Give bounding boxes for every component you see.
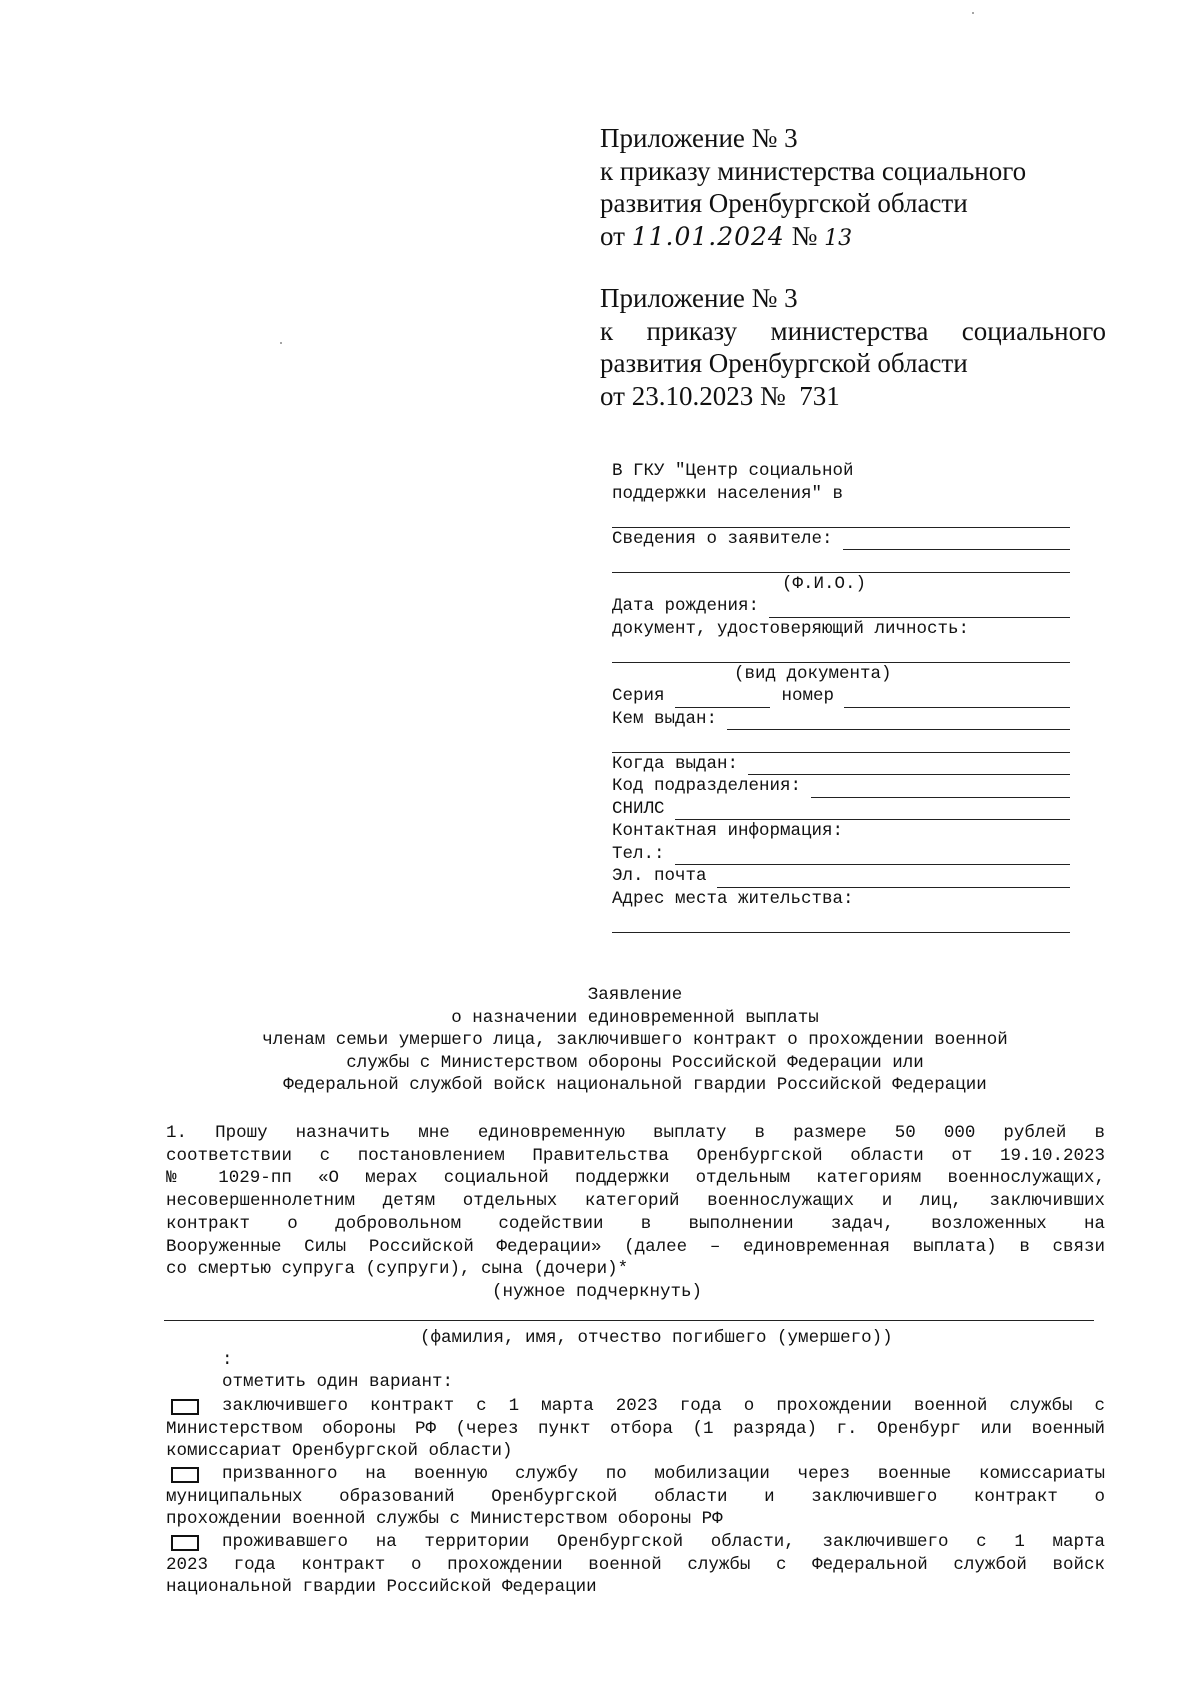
field-label: Сведения о заявителе: (612, 528, 833, 549)
underline (612, 507, 1070, 528)
field-label: Кем выдан: (612, 708, 718, 729)
paragraph-line: № 1029-пп «О мерах социальной поддержки отдельным категориям военнослужащих, (166, 1168, 1105, 1189)
word: министерства (770, 315, 929, 346)
option-line: прохождении военной службы с Министерством обороны РФ (166, 1509, 723, 1530)
underline (675, 802, 1070, 820)
option-line: заключившего контракт с 1 марта 2023 года о прохождении военной службы с (222, 1396, 1105, 1416)
doc-type-caption: (вид документа) (734, 663, 892, 684)
field-label: документ, удостоверяющий личность: (612, 618, 970, 639)
option-line: национальной гвардии Российской Федерации (166, 1577, 597, 1598)
underline-note: (нужное подчеркнуть) (492, 1281, 703, 1302)
appendix-title: Приложение № 3 (600, 283, 798, 313)
title-line: Заявление (587, 985, 683, 1005)
scan-speck (972, 12, 974, 14)
scan-speck (280, 342, 282, 344)
option-line: призванного на военную службу по мобилизации через военные комиссариаты (222, 1464, 1105, 1484)
choose-one-label: отметить один вариант: (222, 1372, 454, 1392)
underline (612, 552, 1070, 573)
option-3 (166, 1531, 1105, 1599)
title-line: членам семьи умершего лица, заключившего контракт о прохождении военной (262, 1030, 1008, 1050)
handwritten-number: 13 (824, 225, 853, 251)
option-line: 2023 года контракт о прохождении военной службы с Федеральной службой войск (166, 1554, 1105, 1575)
underline (769, 600, 1070, 618)
date-prefix: от (600, 220, 625, 251)
title-line: службы с Министерством обороны Российской Федерации или (346, 1052, 924, 1073)
paragraph-line: соответствии с постановлением Правительства Оренбургской области от 19.10.2023 (166, 1145, 1105, 1166)
paragraph-line: контракт о добровольном содействии в выполнении задач, возложенных на (166, 1213, 1105, 1234)
field-label: Когда выдан: (612, 753, 739, 774)
field-label: номер (781, 686, 835, 706)
option-line: проживавшего на территории Оренбургской области, заключившего с 1 марта (222, 1532, 1105, 1552)
request-paragraph (166, 1122, 1105, 1304)
recipient-text: поддержки населения" в (612, 483, 844, 504)
underline (727, 712, 1070, 730)
deceased-name-caption: (фамилия, имя, отчество погибшего (умершего)) (420, 1328, 893, 1348)
doc-type-caption-row (612, 663, 1070, 686)
series-underline (675, 690, 770, 708)
applicant-info-row[interactable] (612, 528, 1070, 551)
recipient-line-2 (612, 483, 1070, 506)
field-label: Адрес места жительства: (612, 888, 854, 909)
field-label: Дата рождения: (612, 596, 760, 616)
appendix-order-line: к приказу министерства социального (600, 155, 1027, 186)
underline (843, 532, 1070, 550)
title-line: о назначении единовременной выплаты (451, 1007, 819, 1028)
word: приказу (646, 315, 738, 346)
title-line: Федеральной службой войск национальной гвардии Российской Федерации (283, 1075, 987, 1095)
paragraph-line: Вооруженные Силы Российской Федерации» (далее – единовременная выплата) в связи (166, 1236, 1105, 1257)
option-line: муниципальных образований Оренбургской области и заключившего контракт о (166, 1486, 1105, 1507)
appendix-date-line: от 23.10.2023 № 731 (600, 380, 840, 411)
doc-type-field[interactable] (612, 640, 1070, 663)
deceased-name-field[interactable] (164, 1320, 1094, 1321)
number-sign: № (791, 220, 818, 251)
address-field[interactable] (612, 910, 1070, 933)
appendix-header-current (600, 122, 1070, 255)
address-row (612, 888, 1070, 911)
fio-field[interactable] (612, 550, 1070, 573)
option-1 (166, 1395, 1105, 1463)
underline (717, 870, 1070, 888)
contact-info-row (612, 820, 1070, 843)
field-label: Код подразделения: (612, 776, 802, 796)
phone-row[interactable] (612, 843, 1070, 866)
email-row[interactable] (612, 865, 1070, 888)
handwritten-date: 11.01.2024 (631, 221, 785, 251)
underline (612, 732, 1070, 753)
word: к (600, 315, 614, 346)
appendix-ministry-line: развития Оренбургской области (600, 188, 968, 218)
paragraph-line: со смертью супруга (супруги), сына (дочери)* (166, 1259, 629, 1280)
issued-by-row[interactable] (612, 708, 1070, 731)
underline (811, 780, 1070, 798)
word: социального (961, 315, 1106, 346)
fio-caption-row (612, 573, 1070, 596)
underline (612, 912, 1070, 933)
field-label: Контактная информация: (612, 821, 844, 841)
underline (748, 757, 1070, 775)
appendix-header-original (600, 282, 1106, 412)
underline (612, 642, 1070, 663)
underline (675, 847, 1070, 865)
field-label: Серия (612, 686, 665, 706)
series-number-row[interactable] (612, 685, 1070, 708)
field-label: СНИЛС (612, 798, 665, 819)
id-document-row (612, 618, 1070, 641)
field-label: Тел.: (612, 843, 665, 864)
appendix-ministry-line: развития Оренбургской области (600, 348, 968, 378)
field-label: Эл. почта (612, 866, 707, 886)
issued-when-row[interactable] (612, 753, 1070, 776)
birth-date-row[interactable] (612, 595, 1070, 618)
statement-title (0, 984, 1200, 1097)
division-code-row[interactable] (612, 775, 1070, 798)
option-2 (166, 1463, 1105, 1531)
issued-by-continued[interactable] (612, 730, 1070, 753)
fio-caption: (Ф.И.О.) (782, 573, 867, 594)
paragraph-line: 1. Прошу назначить мне единовременную выплату в размере 50 000 рублей в (166, 1123, 1105, 1143)
option-3-checkbox[interactable] (171, 1535, 199, 1551)
colon-mark: : (222, 1350, 233, 1370)
option-line: Министерством обороны РФ (через пункт отбора (1 разряда) г. Оренбург или военный (166, 1418, 1105, 1439)
appendix-order-line (600, 315, 1106, 348)
option-line: комиссариат Оренбургской области) (166, 1441, 513, 1462)
recipient-text: В ГКУ "Центр социальной (612, 461, 854, 481)
option-1-checkbox[interactable] (171, 1399, 199, 1415)
snils-row[interactable] (612, 798, 1070, 821)
recipient-line-1 (612, 460, 1070, 483)
number-underline (844, 690, 1070, 708)
option-2-checkbox[interactable] (171, 1467, 199, 1483)
recipient-field[interactable] (612, 505, 1070, 528)
appendix-date-line (600, 220, 1070, 256)
paragraph-line: несовершеннолетним детям отдельных категорий военнослужащих и лиц, заключивших (166, 1191, 1105, 1212)
appendix-title: Приложение № 3 (600, 123, 798, 153)
applicant-form (612, 460, 1070, 933)
